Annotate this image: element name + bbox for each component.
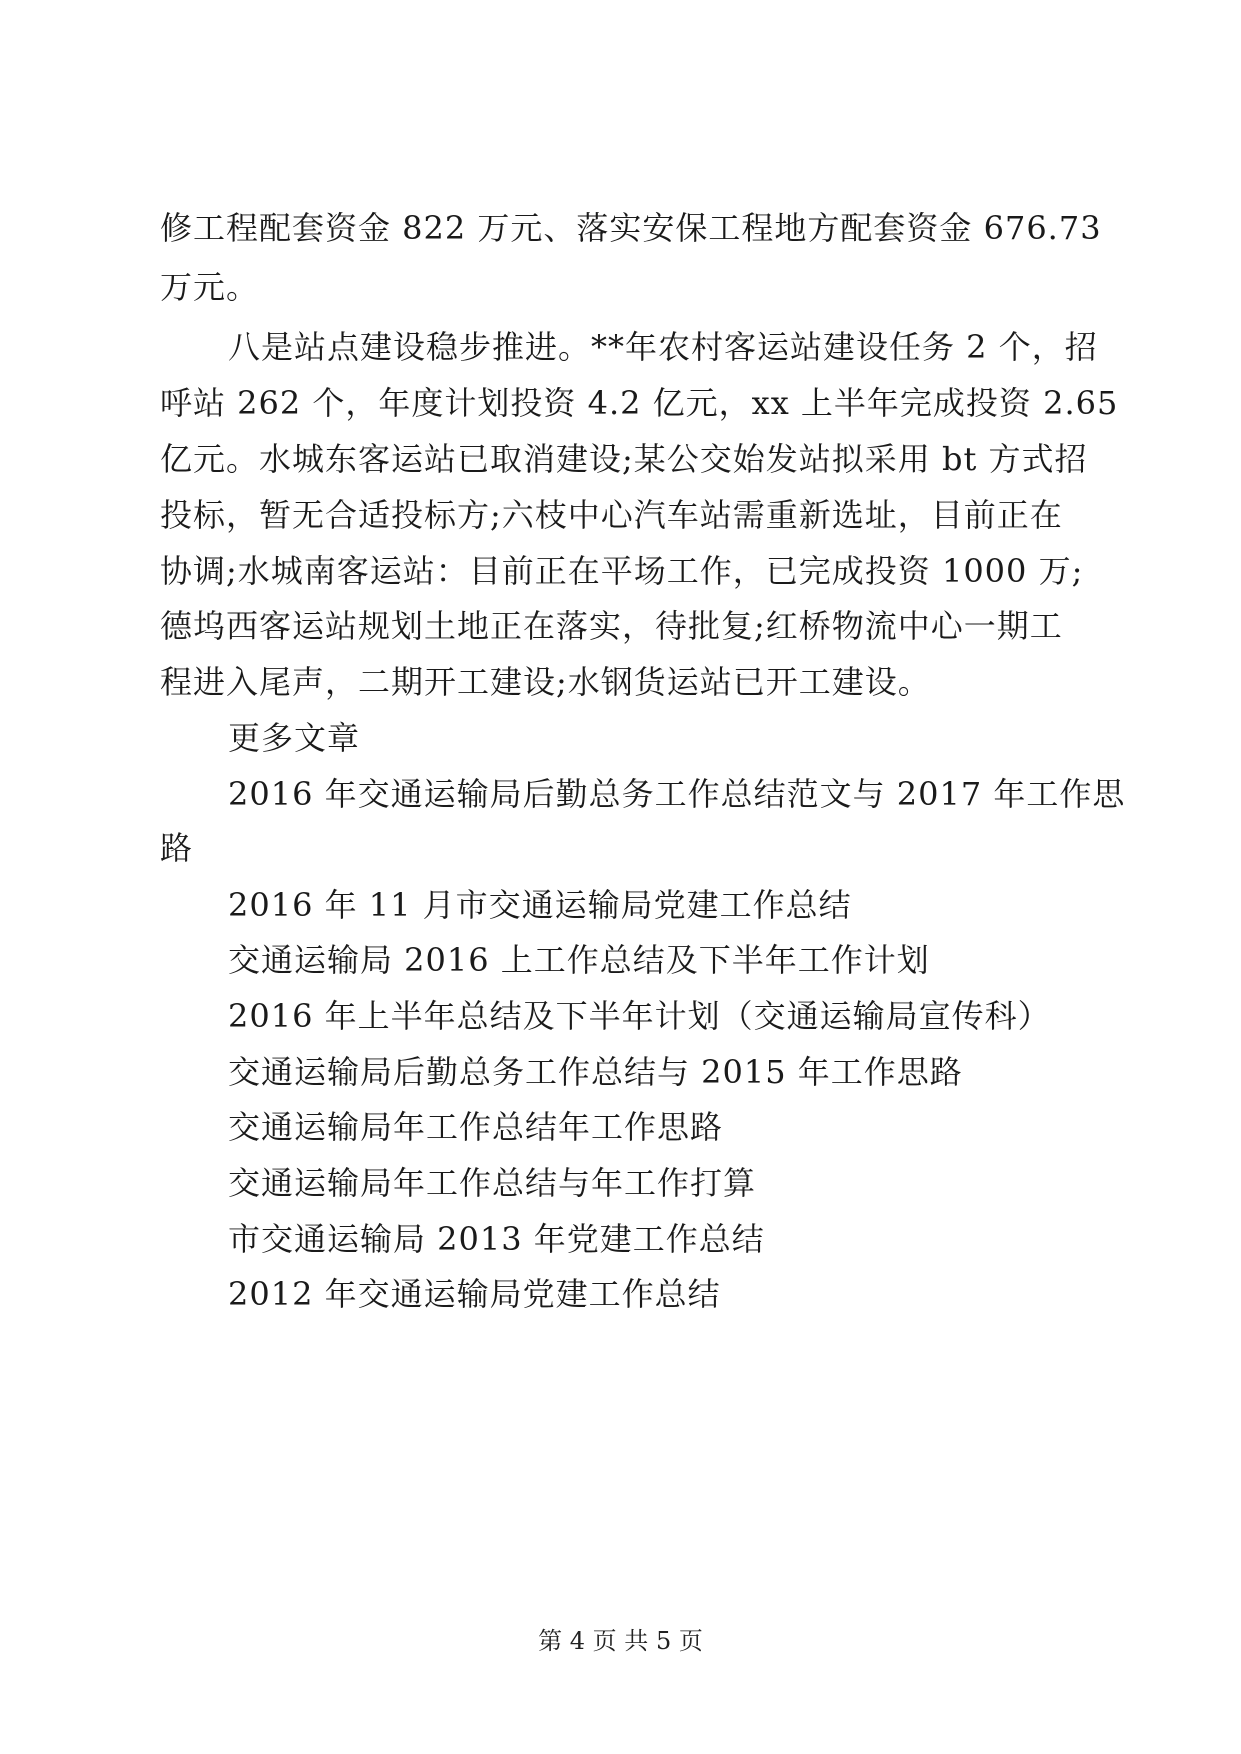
page-number-footer: 第 4 页 共 5 页 — [538, 1627, 703, 1655]
article-link[interactable]: 交通运输局年工作总结年工作思路 — [228, 1108, 724, 1146]
article-link[interactable]: 交通运输局 2016 上工作总结及下半年工作计划 — [228, 941, 930, 979]
article-link[interactable]: 2012 年交通运输局党建工作总结 — [228, 1275, 721, 1313]
article-link[interactable]: 交通运输局后勤总务工作总结与 2015 年工作思路 — [228, 1053, 963, 1091]
body-line: 呼站 262 个，年度计划投资 4.2 亿元，xx 上半年完成投资 2.65 — [160, 384, 1119, 422]
article-link-continuation[interactable]: 路 — [160, 829, 194, 867]
body-line: 程进入尾声，二期开工建设;水钢货运站已开工建设。 — [160, 663, 931, 701]
article-link[interactable]: 2016 年上半年总结及下半年计划（交通运输局宣传科） — [228, 997, 1051, 1035]
article-link[interactable]: 2016 年 11 月市交通运输局党建工作总结 — [228, 886, 852, 924]
body-line: 亿元。水城东客运站已取消建设;某公交始发站拟采用 bt 方式招 — [160, 440, 1088, 478]
more-articles-heading: 更多文章 — [228, 719, 361, 757]
article-link[interactable]: 2016 年交通运输局后勤总务工作总结范文与 2017 年工作思 — [228, 775, 1126, 813]
body-line: 投标，暂无合适投标方;六枝中心汽车站需重新选址，目前正在 — [160, 496, 1063, 534]
body-line: 八是站点建设稳步推进。**年农村客运站建设任务 2 个，招 — [228, 328, 1098, 366]
body-line: 修工程配套资金 822 万元、落实安保工程地方配套资金 676.73 — [160, 209, 1102, 247]
article-link[interactable]: 市交通运输局 2013 年党建工作总结 — [228, 1220, 765, 1258]
body-line: 德坞西客运站规划土地正在落实，待批复;红桥物流中心一期工 — [160, 607, 1063, 645]
article-link[interactable]: 交通运输局年工作总结与年工作打算 — [228, 1164, 757, 1202]
body-line: 万元。 — [160, 268, 260, 306]
body-line: 协调;水城南客运站：目前正在平场工作，已完成投资 1000 万; — [160, 552, 1084, 590]
